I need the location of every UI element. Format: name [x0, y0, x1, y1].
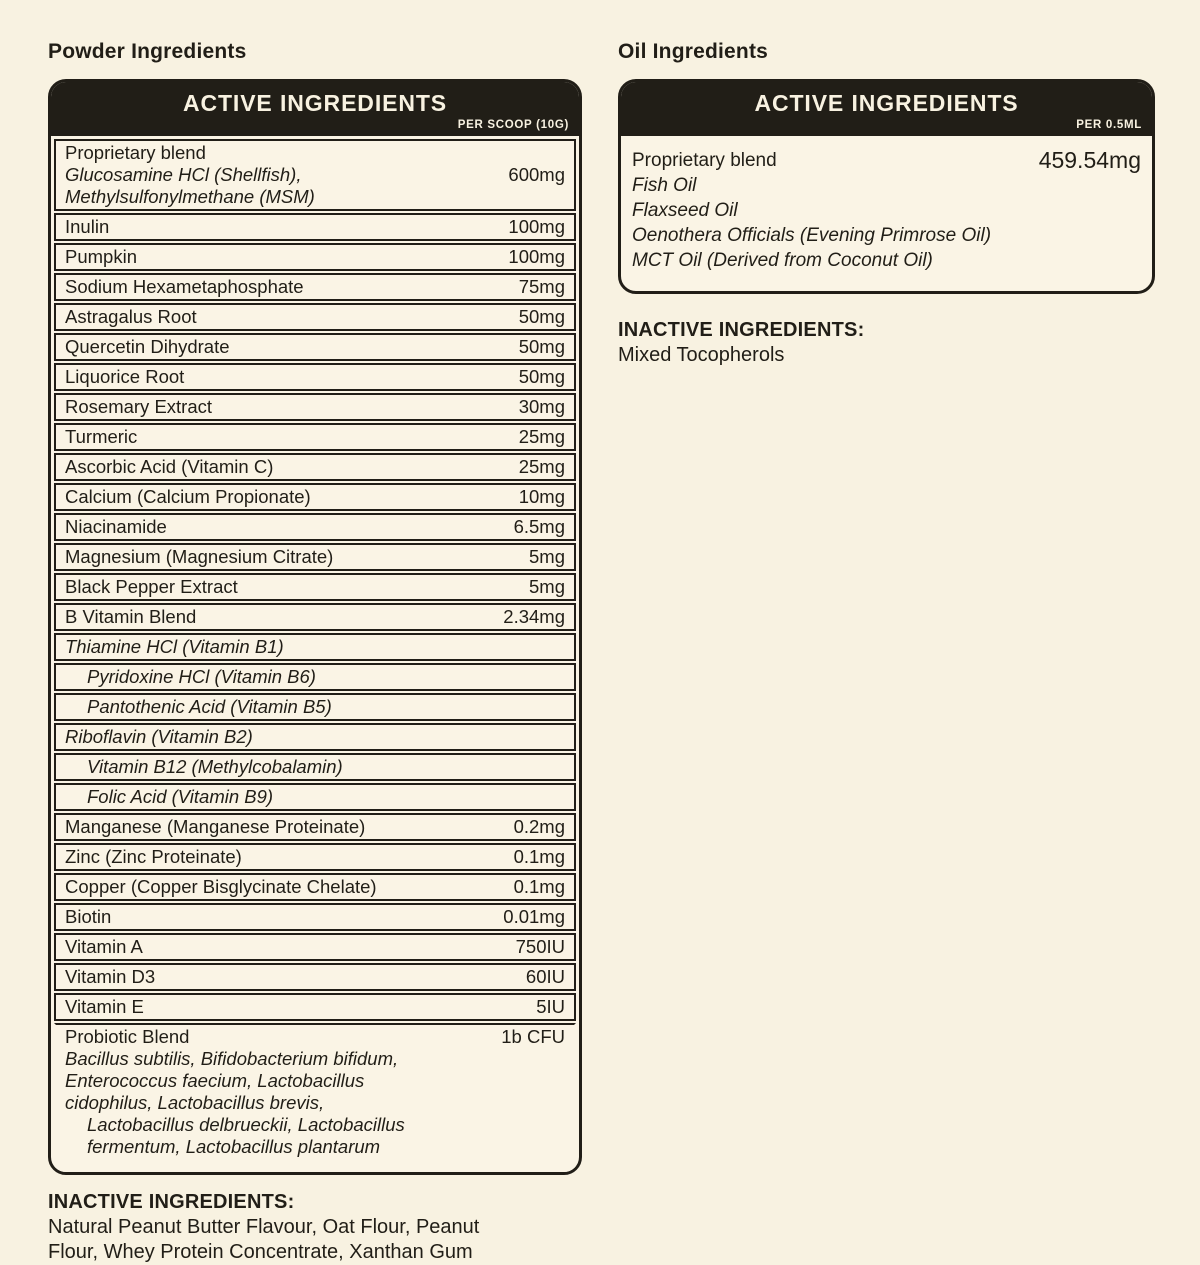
ingredient-subline: cidophilus, Lactobacillus brevis, — [65, 1092, 325, 1113]
ingredient-name: Vitamin A — [65, 936, 143, 957]
inactive-ingredients-line: Flour, Whey Protein Concentrate, Xanthan Gum — [48, 1241, 473, 1263]
ingredient-name: Magnesium (Magnesium Citrate) — [65, 546, 334, 567]
oil-panel — [618, 79, 1155, 294]
ingredient-row — [54, 903, 576, 931]
powder-panel-title: ACTIVE INGREDIENTS — [182, 90, 448, 116]
ingredient-name: Ascorbic Acid (Vitamin C) — [65, 456, 274, 477]
ingredient-name-cell — [65, 606, 196, 628]
ingredient-subline: Bacillus subtilis, Bifidobacterium bifidum, — [65, 1048, 399, 1069]
ingredient-name-cell — [65, 726, 253, 748]
ingredient-name: Vitamin B12 (Methylcobalamin) — [87, 756, 343, 777]
ingredient-name: Riboflavin (Vitamin B2) — [65, 726, 253, 747]
oil-component: MCT Oil (Derived from Coconut Oil) — [632, 250, 933, 271]
ingredient-name: Folic Acid (Vitamin B9) — [87, 786, 274, 807]
oil-blend-label: Proprietary blend — [632, 150, 777, 171]
oil-panel-body — [621, 136, 1152, 291]
ingredient-amount: 10mg — [518, 486, 565, 507]
ingredient-amount: 50mg — [518, 336, 565, 357]
ingredient-row — [54, 483, 576, 511]
ingredient-subline: Lactobacillus delbrueckii, Lactobacillus — [87, 1114, 405, 1135]
ingredient-name: Astragalus Root — [65, 306, 197, 327]
oil-per-ml-label: PER 0.5ML — [1076, 119, 1142, 131]
ingredient-amount: 50mg — [518, 306, 565, 327]
ingredient-name: Sodium Hexametaphosphate — [65, 276, 304, 297]
ingredient-name: Copper (Copper Bisglycinate Chelate) — [65, 876, 377, 897]
ingredient-subline: fermentum, Lactobacillus plantarum — [87, 1136, 381, 1157]
ingredient-name-cell — [65, 816, 365, 838]
oil-inactive-title: INACTIVE INGREDIENTS: — [618, 319, 865, 341]
ingredient-name-cell — [65, 426, 137, 448]
ingredient-amount: 5IU — [536, 996, 565, 1017]
ingredient-row — [54, 993, 576, 1021]
ingredient-name: Niacinamide — [65, 516, 167, 537]
ingredient-amount: 2.34mg — [503, 606, 565, 627]
ingredient-name-cell — [65, 876, 377, 898]
ingredient-row — [54, 783, 576, 811]
ingredient-name-cell — [65, 756, 343, 778]
ingredient-name-cell — [65, 366, 184, 388]
ingredient-amount: 600mg — [508, 164, 565, 185]
ingredient-row — [54, 333, 576, 361]
ingredient-name: Zinc (Zinc Proteinate) — [65, 846, 242, 867]
ingredient-row — [54, 303, 576, 331]
ingredient-row — [54, 273, 576, 301]
ingredient-name: Pantothenic Acid (Vitamin B5) — [87, 696, 332, 717]
powder-section-title: Powder Ingredients — [48, 40, 247, 63]
ingredient-row — [54, 453, 576, 481]
ingredient-row — [54, 603, 576, 631]
ingredient-name-cell — [65, 216, 109, 238]
ingredient-name-cell — [65, 516, 167, 538]
ingredient-name-cell — [65, 966, 155, 988]
ingredient-name: Calcium (Calcium Propionate) — [65, 486, 311, 507]
ingredient-amount: 750IU — [515, 936, 565, 957]
ingredient-name-cell — [65, 666, 316, 688]
ingredient-row — [54, 873, 576, 901]
oil-panel-header — [621, 82, 1152, 136]
oil-component: Fish Oil — [632, 175, 697, 196]
ingredient-name-cell — [65, 576, 238, 598]
ingredient-name: B Vitamin Blend — [65, 606, 197, 627]
ingredient-name-cell — [65, 546, 333, 568]
ingredient-name: Black Pepper Extract — [65, 576, 238, 597]
ingredient-amount: 6.5mg — [513, 516, 565, 537]
oil-blend-row — [632, 148, 1141, 173]
oil-section — [618, 40, 1155, 1265]
ingredient-name-cell — [65, 142, 315, 208]
powder-inactive-block — [48, 1190, 582, 1265]
ingredient-name-cell — [65, 456, 273, 478]
ingredient-row — [54, 693, 576, 721]
ingredient-name: Inulin — [65, 216, 110, 237]
powder-inactive-body — [48, 1215, 582, 1265]
ingredient-amount: 25mg — [518, 456, 565, 477]
ingredient-row — [54, 1023, 576, 1172]
ingredient-name: Turmeric — [65, 426, 138, 447]
ingredient-name: Vitamin E — [65, 996, 144, 1017]
ingredient-name: Pyridoxine HCl (Vitamin B6) — [87, 666, 316, 687]
ingredient-row — [54, 633, 576, 661]
ingredient-name: Biotin — [65, 906, 112, 927]
ingredient-amount: 60IU — [525, 966, 565, 987]
ingredient-name-cell — [65, 306, 197, 328]
ingredient-name-cell — [65, 996, 144, 1018]
ingredient-row — [54, 573, 576, 601]
powder-inactive-title: INACTIVE INGREDIENTS: — [48, 1191, 295, 1213]
ingredient-row — [54, 393, 576, 421]
ingredient-amount: 0.1mg — [513, 876, 565, 897]
ingredient-amount: 5mg — [529, 546, 565, 567]
ingredient-row — [54, 963, 576, 991]
ingredient-row — [54, 843, 576, 871]
ingredient-amount: 75mg — [518, 276, 565, 297]
ingredient-name-cell — [65, 276, 304, 298]
ingredient-subline: Enterococcus faecium, Lactobacillus — [65, 1070, 365, 1091]
ingredient-name: Rosemary Extract — [65, 396, 213, 417]
powder-section — [48, 40, 582, 1265]
oil-inactive-block — [618, 318, 1155, 368]
ingredient-amount: 100mg — [508, 216, 565, 237]
ingredient-name: Quercetin Dihydrate — [65, 336, 230, 357]
ingredient-subline: Glucosamine HCl (Shellfish), — [65, 164, 302, 185]
ingredient-amount: 5mg — [529, 576, 565, 597]
ingredient-name-cell — [65, 636, 284, 658]
ingredient-row — [54, 663, 576, 691]
ingredient-name-cell — [65, 696, 332, 718]
ingredient-name-cell — [65, 1026, 405, 1158]
ingredient-amount: 30mg — [518, 396, 565, 417]
ingredient-name-cell — [65, 486, 311, 508]
powder-per-scoop-label: PER SCOOP (10G) — [457, 119, 569, 131]
ingredient-name: Pumpkin — [65, 246, 137, 267]
powder-panel-header — [51, 82, 579, 136]
ingredient-row — [54, 243, 576, 271]
ingredient-row — [54, 723, 576, 751]
oil-inactive-body: Mixed Tocopherols — [618, 344, 785, 366]
ingredient-amount: 1b CFU — [501, 1026, 565, 1047]
ingredient-name-cell — [65, 846, 242, 868]
ingredient-name: Thiamine HCl (Vitamin B1) — [65, 636, 284, 657]
ingredient-name-cell — [65, 396, 212, 418]
ingredient-row — [54, 513, 576, 541]
ingredient-name-cell — [65, 786, 273, 808]
ingredient-amount: 25mg — [518, 426, 565, 447]
ingredient-row — [54, 139, 576, 211]
ingredient-subline: Methylsulfonylmethane (MSM) — [65, 186, 315, 207]
ingredient-amount: 0.01mg — [503, 906, 565, 927]
ingredient-row — [54, 363, 576, 391]
oil-component: Oenothera Officials (Evening Primrose Oil) — [632, 225, 992, 246]
ingredient-name-cell — [65, 936, 143, 958]
ingredient-name: Probiotic Blend — [65, 1026, 190, 1047]
ingredient-name: Vitamin D3 — [65, 966, 156, 987]
oil-blend-value: 459.54mg — [1038, 147, 1141, 173]
ingredient-name-cell — [65, 906, 111, 928]
ingredient-row — [54, 423, 576, 451]
oil-component: Flaxseed Oil — [632, 200, 738, 221]
ingredient-amount: 0.2mg — [513, 816, 565, 837]
ingredient-row — [54, 753, 576, 781]
ingredient-name: Proprietary blend — [65, 142, 206, 163]
oil-panel-title: ACTIVE INGREDIENTS — [754, 90, 1019, 116]
ingredient-name: Liquorice Root — [65, 366, 185, 387]
inactive-ingredients-line: Natural Peanut Butter Flavour, Oat Flour, Peanut — [48, 1216, 480, 1238]
powder-panel — [48, 79, 582, 1175]
ingredient-row — [54, 933, 576, 961]
ingredient-amount: 50mg — [518, 366, 565, 387]
powder-ingredient-rows — [51, 136, 579, 1172]
ingredient-row — [54, 543, 576, 571]
ingredient-row — [54, 213, 576, 241]
ingredient-name: Manganese (Manganese Proteinate) — [65, 816, 366, 837]
ingredient-name-cell — [65, 336, 230, 358]
ingredient-row — [54, 813, 576, 841]
oil-section-title: Oil Ingredients — [618, 40, 769, 63]
ingredient-name-cell — [65, 246, 137, 268]
ingredient-amount: 100mg — [508, 246, 565, 267]
oil-components-list — [632, 173, 1141, 273]
ingredient-amount: 0.1mg — [513, 846, 565, 867]
